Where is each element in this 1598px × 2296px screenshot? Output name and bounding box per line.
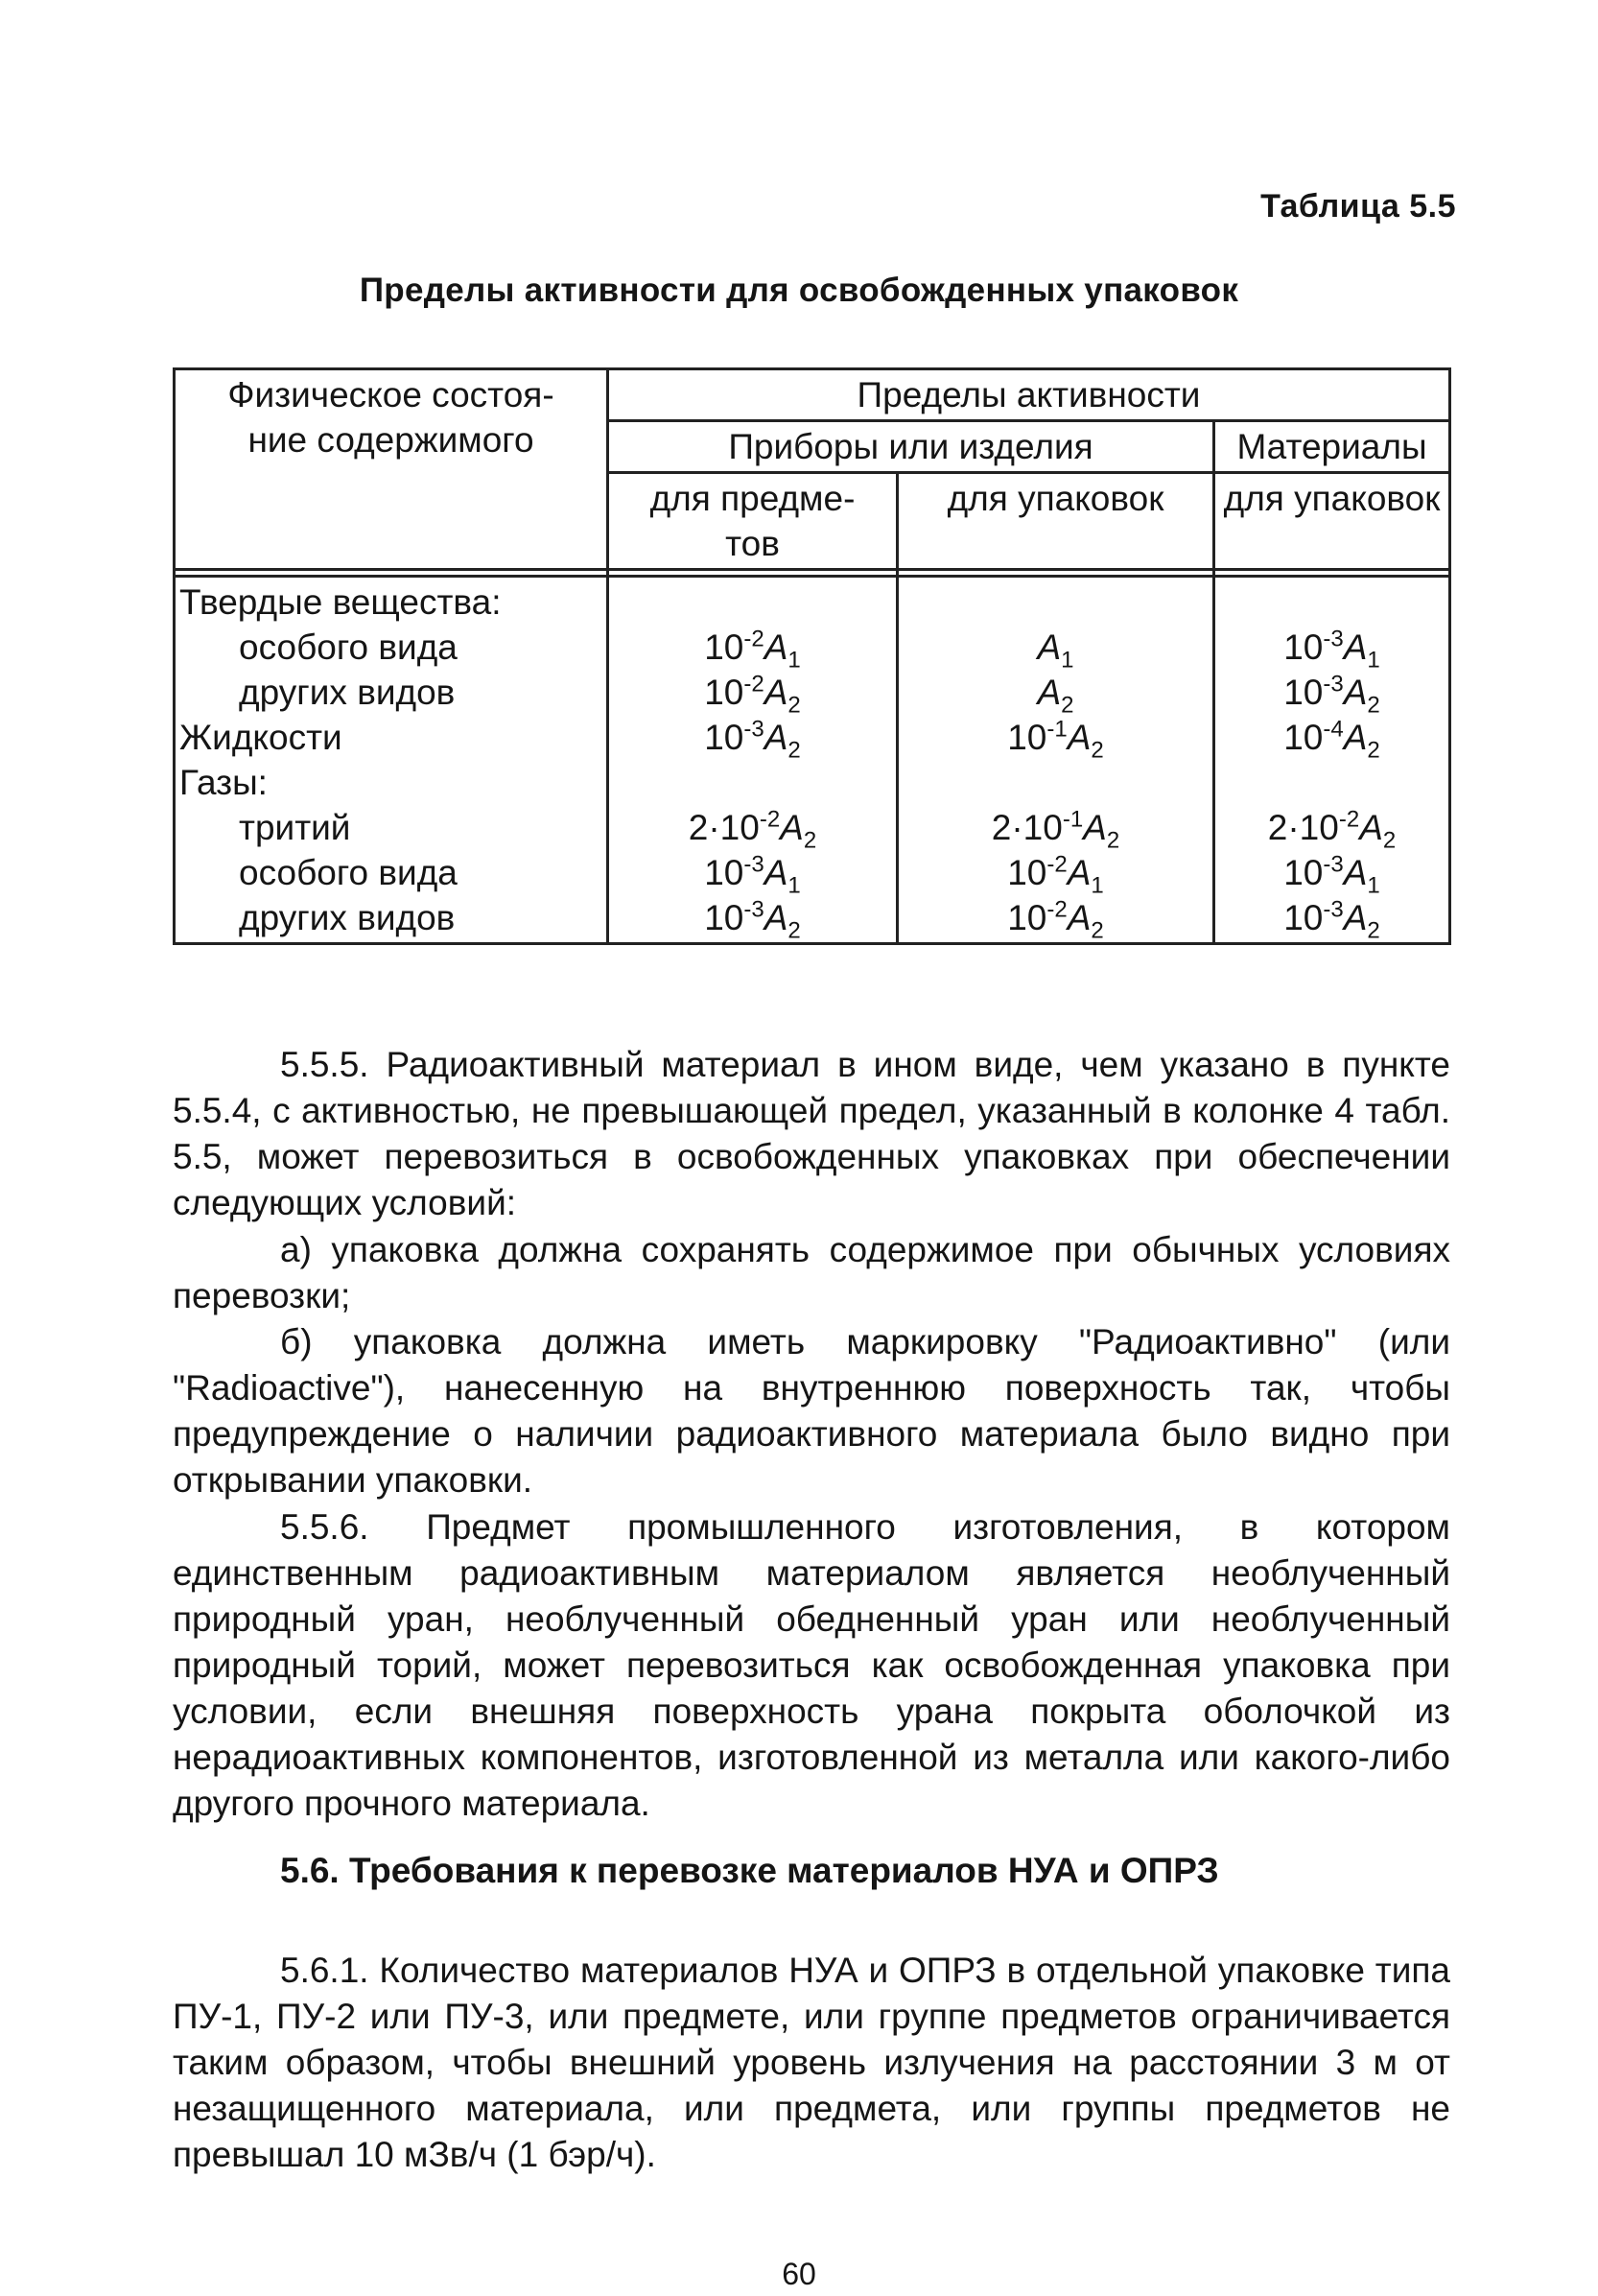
col-number <box>175 570 608 577</box>
value-symbol: A <box>1037 627 1062 667</box>
value-exponent: -3 <box>743 851 764 878</box>
cell-items-value <box>613 670 892 719</box>
value-exponent: -3 <box>1323 851 1344 878</box>
cell-packages-value <box>903 805 1209 854</box>
value-index: 2 <box>1106 827 1120 854</box>
value-symbol: A <box>1343 673 1368 712</box>
cell-packages-value <box>903 625 1209 674</box>
value-exponent: -2 <box>743 626 764 652</box>
value-symbol: A <box>1359 808 1383 847</box>
value-exponent: -4 <box>1323 716 1344 743</box>
value-index: 2 <box>1091 737 1104 764</box>
table-title: Пределы активности для освобожденных упаковок <box>359 272 1239 309</box>
header-for-packages: для упаковок <box>898 473 1214 570</box>
cell-packages-value <box>903 715 1209 764</box>
cell-items-value <box>613 850 892 899</box>
value-index: 1 <box>1091 872 1104 899</box>
paragraph-5-6-1: 5.6.1. Количество материалов НУА и ОПРЗ в отдельной упаковке типа ПУ-1, ПУ-2 или ПУ-3, или предмете, или группе предметов ограничивается таким образом, чтобы внешний уровень излучения на расстоянии 3 м от незащищенного материала, или предмета, или группы предметов не превышал 10 мЗв/ч (1 бэр/ч). <box>173 1951 1450 2174</box>
value-base: 10 <box>1283 627 1324 667</box>
value-base: 10 <box>1007 718 1047 757</box>
value-symbol: A <box>764 898 788 937</box>
value-index: 2 <box>787 692 801 719</box>
value-symbol: A <box>1343 718 1368 757</box>
value-symbol: A <box>1067 853 1092 892</box>
value-symbol: A <box>1083 808 1107 847</box>
value-base: 10 <box>1283 718 1324 757</box>
row-label: особого вида <box>239 627 458 667</box>
cell-packages-value <box>903 850 1209 899</box>
value-index: 2 <box>1367 692 1380 719</box>
value-index: 1 <box>1061 647 1074 674</box>
value-exponent: -3 <box>743 896 764 923</box>
col-number <box>898 570 1214 577</box>
cell-items-value <box>613 895 892 944</box>
header-for-items-line: тов <box>725 524 780 563</box>
value-base: 10 <box>704 673 744 712</box>
value-exponent: -1 <box>1062 806 1084 833</box>
paragraph-item-a: а) упаковка должна сохранять содержимое при обычных условиях перевозки; <box>173 1230 1450 1315</box>
cell-items-value <box>613 580 892 625</box>
value-base: 10 <box>704 853 744 892</box>
cell-packages-value <box>903 580 1209 625</box>
cell-materials-value <box>1219 670 1445 719</box>
header-activity-limits: Пределы активности <box>608 369 1450 421</box>
value-base: 10 <box>1283 853 1324 892</box>
value-exponent: -1 <box>1046 716 1068 743</box>
value-base: 2·10 <box>1267 808 1339 847</box>
header-for-items <box>608 473 898 570</box>
col-number <box>1214 570 1450 577</box>
cell-materials-value <box>1219 580 1445 625</box>
header-materials: Материалы <box>1214 421 1450 473</box>
cell-materials-value <box>1219 895 1445 944</box>
value-index: 2 <box>1091 917 1104 944</box>
value-exponent: -2 <box>1046 896 1068 923</box>
value-base: 10 <box>704 898 744 937</box>
value-index: 2 <box>1061 692 1074 719</box>
value-exponent: -3 <box>1323 896 1344 923</box>
header-for-packages-materials: для упаковок <box>1214 473 1450 570</box>
value-symbol: A <box>1067 718 1092 757</box>
cell-packages-value <box>903 760 1209 805</box>
cell-materials-value <box>1219 760 1445 805</box>
value-symbol: A <box>1343 898 1368 937</box>
cell-materials-value <box>1219 850 1445 899</box>
value-exponent: -2 <box>1046 851 1068 878</box>
packages-column <box>898 577 1214 944</box>
value-symbol: A <box>1067 898 1092 937</box>
value-index: 2 <box>787 737 801 764</box>
row-label: других видов <box>239 673 456 712</box>
row-label: Твердые вещества: <box>179 582 502 622</box>
value-symbol: A <box>764 718 788 757</box>
value-index: 1 <box>1367 647 1380 674</box>
col-number <box>608 570 898 577</box>
header-for-items-line: для предме- <box>649 479 856 518</box>
header-physical-state-line: Физическое состоя- <box>227 375 554 414</box>
header-physical-state <box>175 369 608 570</box>
cell-items-value <box>613 715 892 764</box>
cell-materials-value <box>1219 805 1445 854</box>
row-label: особого вида <box>239 853 458 892</box>
cell-packages-value <box>903 895 1209 944</box>
value-base: 10 <box>1007 898 1047 937</box>
materials-column <box>1214 577 1450 944</box>
activity-limits-table <box>173 367 1451 945</box>
value-base: 2·10 <box>991 808 1063 847</box>
value-symbol: A <box>780 808 804 847</box>
items-column <box>608 577 898 944</box>
value-exponent: -3 <box>1323 671 1344 698</box>
value-base: 10 <box>704 718 744 757</box>
value-symbol: A <box>1037 673 1062 712</box>
row-label: других видов <box>239 898 456 937</box>
value-index: 2 <box>787 917 801 944</box>
value-index: 1 <box>787 872 801 899</box>
cell-materials-value <box>1219 625 1445 674</box>
value-symbol: A <box>764 673 788 712</box>
cell-packages-value <box>903 670 1209 719</box>
paragraph-5-5-6: 5.5.6. Предмет промышленного изготовления, в котором единственным радиоактивным материалом является необлученный природный уран, необлученный обедненный уран или необлученный природный торий, может перевозиться как освобожденная упаковка при условии, если внешняя поверхность урана покрыта оболочкой из нерадиоактивных компонентов, изготовленной из металла или какого-либо другого прочного материала. <box>173 1507 1450 1823</box>
value-base: 10 <box>1283 673 1324 712</box>
section-heading-5-6: 5.6. Требования к перевозке материалов НУА и ОПРЗ <box>280 1851 1219 1890</box>
row-label: Газы: <box>179 763 268 802</box>
header-physical-state-line: ние содержимого <box>247 420 534 460</box>
value-base: 10 <box>704 627 744 667</box>
value-index: 1 <box>1367 872 1380 899</box>
value-exponent: -2 <box>743 671 764 698</box>
value-index: 2 <box>1367 917 1380 944</box>
value-symbol: A <box>764 853 788 892</box>
value-exponent: -2 <box>759 806 781 833</box>
value-exponent: -2 <box>1338 806 1360 833</box>
row-label: тритий <box>239 808 351 847</box>
value-symbol: A <box>1343 627 1368 667</box>
table-number: Таблица 5.5 <box>1260 188 1456 225</box>
row-label: Жидкости <box>179 718 342 757</box>
value-index: 2 <box>803 827 817 854</box>
value-index: 2 <box>1382 827 1397 854</box>
value-symbol: A <box>1343 853 1368 892</box>
state-column <box>175 577 608 944</box>
value-symbol: A <box>764 627 788 667</box>
value-exponent: -3 <box>1323 626 1344 652</box>
value-base: 10 <box>1007 853 1047 892</box>
header-devices: Приборы или изделия <box>608 421 1214 473</box>
paragraph-5-5-5: 5.5.5. Радиоактивный материал в ином виде, чем указано в пункте 5.5.4, с активностью, не превышающей предел, указанный в колонке 4 табл. 5.5, может перевозиться в освобожденных упаковках при обеспечении следующих условий: <box>173 1045 1450 1222</box>
value-index: 2 <box>1367 737 1380 764</box>
value-index: 1 <box>787 647 801 674</box>
cell-items-value <box>613 805 892 854</box>
cell-items-value <box>613 760 892 805</box>
page-number: 60 <box>782 2257 816 2291</box>
paragraph-item-b: б) упаковка должна иметь маркировку "Радиоактивно" (или "Radioactive"), нанесенную на внутреннюю поверхность так, чтобы предупреждение о наличии радиоактивного материала было видно при открывании упаковки. <box>173 1322 1450 1500</box>
value-base: 2·10 <box>688 808 760 847</box>
value-exponent: -3 <box>743 716 764 743</box>
value-base: 10 <box>1283 898 1324 937</box>
cell-materials-value <box>1219 715 1445 764</box>
cell-items-value <box>613 625 892 674</box>
